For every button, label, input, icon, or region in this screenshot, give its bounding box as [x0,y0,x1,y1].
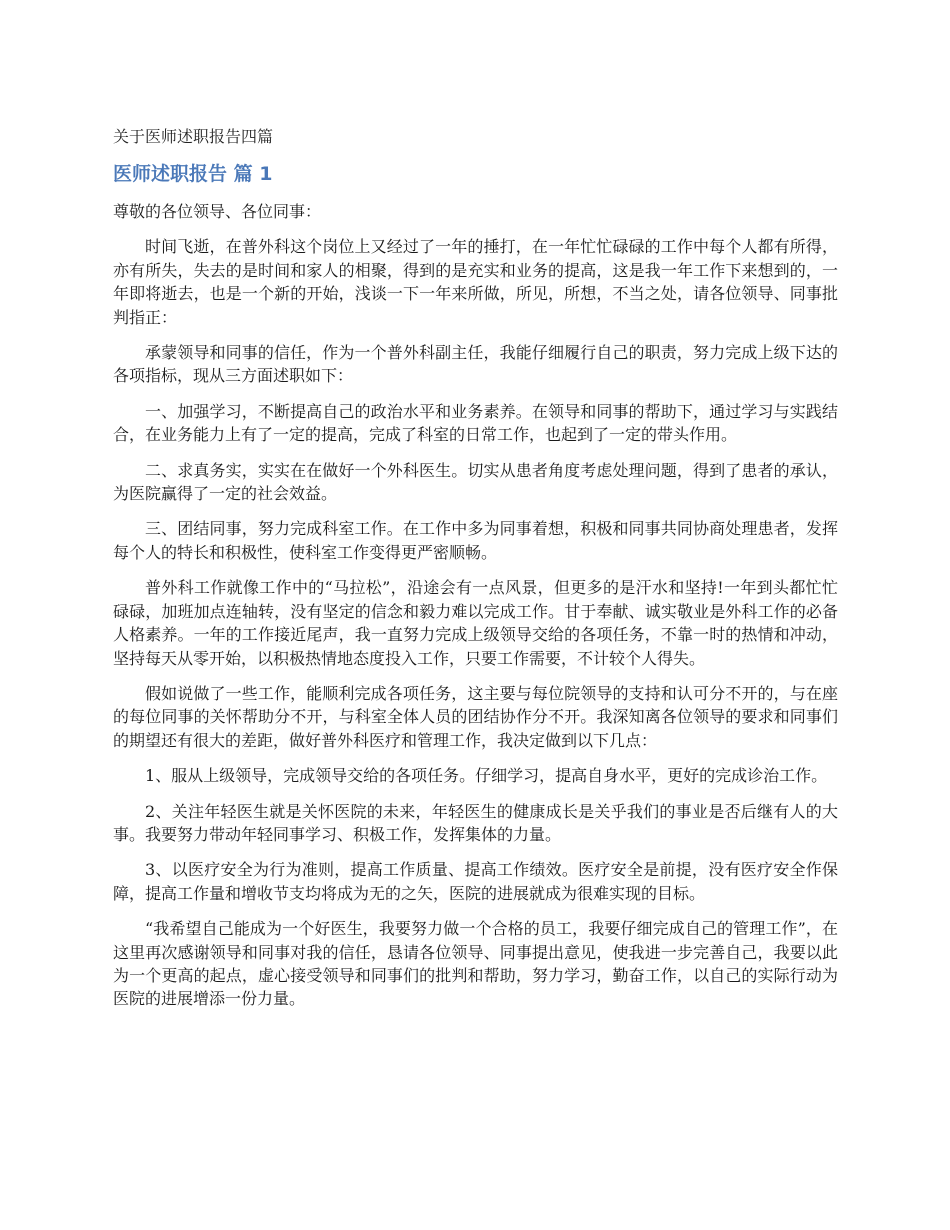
body-paragraph: 1、服从上级领导，完成领导交给的各项任务。仔细学习，提高自身水平，更好的完成诊治工作。 [145,766,828,786]
body-paragraph: 一、加强学习，不断提高自己的政治水平和业务素养。在领导和同事的帮助下，通过学习与实践结合，在业务能力上有了一定的提高，完成了科室的日常工作，也起到了一定的带头作用。 [113,401,838,445]
document-title: 关于医师述职报告四篇 [113,127,274,146]
body-paragraph: 承蒙领导和同事的信任，作为一个普外科副主任，我能仔细履行自己的职责，努力完成上级下达的各项指标，现从三方面述职如下： [113,343,838,386]
body-paragraph: 时间飞逝，在普外科这个岗位上又经过了一年的捶打，在一年忙忙碌碌的工作中每个人都有所得，亦有所失，失去的是时间和家人的相聚，得到的是充实和业务的提高，这是我一年工作下来想到的，一年即将逝去，也是一个新的开始，浅谈一下一年来所做，所见，所想，不当之处，请各位领导、同事批判指正： [113,237,838,327]
body-paragraph: 假如说做了一些工作，能顺利完成各项任务，这主要与每位院领导的支持和认可分不开的，与在座的每位同事的关怀帮助分不开，与科室全体人员的团结协作分不开。我深知离各位领导的要求和同事们的期望还有很大的差距，做好普外科医疗和管理工作，我决定做到以下几点： [113,683,838,750]
body-paragraph: 二、求真务实，实实在在做好一个外科医生。切实从患者角度考虑处理问题，得到了患者的承认，为医院赢得了一定的社会效益。 [113,460,838,504]
section-heading: 医师述职报告 篇 1 [113,163,273,185]
document-page [113,124,838,1023]
body-paragraph: 3、以医疗安全为行为准则，提高工作质量、提高工作绩效。医疗安全是前提，没有医疗安全作保障，提高工作量和增收节支均将成为无的之矢，医院的进展就成为很难实现的目标。 [113,860,838,903]
body-paragraph: 普外科工作就像工作中的“马拉松”，沿途会有一点风景，但更多的是汗水和坚持!一年到头都忙忙碌碌，加班加点连轴转，没有坚定的信念和毅力难以完成工作。甘于奉献、诚实敬业是外科工作的必备人格素养。一年的工作接近尾声，我一直努力完成上级领导交给的各项任务，不靠一时的热情和冲动，坚持每天从零开始，以积极热情地态度投入工作，只要工作需要，不计较个人得失。 [113,578,838,668]
body-paragraph: 2、关注年轻医生就是关怀医院的未来，年轻医生的健康成长是关乎我们的事业是否后继有人的大事。我要努力带动年轻同事学习、积极工作，发挥集体的力量。 [113,801,838,844]
salutation-paragraph: 尊敬的各位领导、各位同事： [113,202,322,221]
body-paragraph: 三、团结同事，努力完成科室工作。在工作中多为同事着想，积极和同事共同协商处理患者，发挥每个人的特长和积极性，使科室工作变得更严密顺畅。 [113,519,838,562]
closing-paragraph: “我希望自己能成为一个好医生，我要努力做一个合格的员工，我要仔细完成自己的管理工作”，在这里再次感谢领导和同事对我的信任，恳请各位领导、同事提出意见，使我进一步完善自己，我要以此为一个更高的起点，虚心接受领导和同事们的批判和帮助，努力学习，勤奋工作，以自己的实际行动为医院的进展增添一份力量。 [113,919,838,1009]
